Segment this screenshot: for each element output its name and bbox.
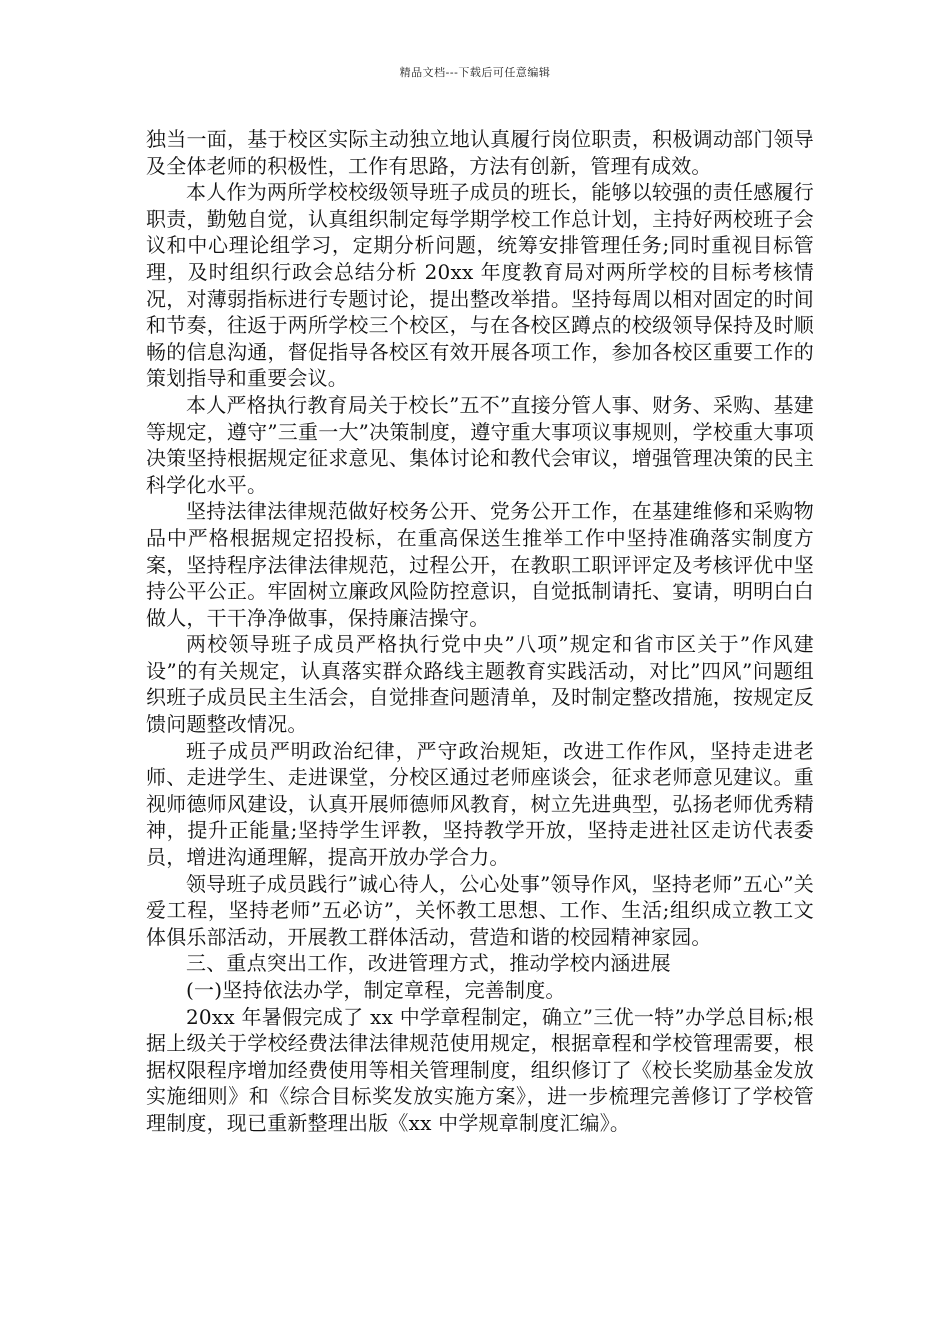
paragraph-1: 独当一面，基于校区实际主动独立地认真履行岗位职责，积极调动部门领导及全体老师的积极性，工作有思路，方法有创新，管理有成效。 [146,127,814,178]
paragraph-6: 班子成员严明政治纪律，严守政治规矩，改进工作作风，坚持走进老师、走进学生、走进课堂，分校区通过老师座谈会，征求老师意见建议。重视师德师风建设，认真开展师德师风教育，树立先进典型，弘扬老师优秀精神，提升正能量;坚持学生评教，坚持教学开放，坚持走进社区走访代表委员，增进沟通理解，提高开放办学合力。 [146,738,814,870]
section-heading: 三、重点突出工作，改进管理方式，推动学校内涵进展 [186,951,671,976]
paragraph-7: 领导班子成员践行”诚心待人，公心处事”领导作风，坚持老师”五心”关爱工程，坚持老师”五必访”，关怀教工思想、工作、生活;组织成立教工文体俱乐部活动，开展教工群体活动，营造和谐的校园精神家园。 [146,871,814,949]
paragraph-2: 本人作为两所学校校级领导班子成员的班长，能够以较强的责任感履行职责，勤勉自觉，认真组织制定每学期学校工作总计划，主持好两校班子会议和中心理论组学习，定期分析问题，统筹安排管理任务;同时重视目标管理，及时组织行政会总结分析 20xx 年度教育局对两所学校的目标考核情况，对薄弱指标进行专题讨论，提出整改举措。坚持每周以相对固定的时间和节奏，往返于两所学校三个校区，与在各校区蹲点的校级领导保持及时顺畅的信息沟通，督促指导各校区有效开展各项工作，参加各校区重要工作的策划指导和重要会议。 [146,180,814,391]
page-header: 精品文档---下载后可任意编辑 [399,66,551,79]
paragraph-5: 两校领导班子成员严格执行党中央”八项”规定和省市区关于”作风建设”的有关规定，认真落实群众路线主题教育实践活动，对比”四风”问题组织班子成员民主生活会，自觉排查问题清单，及时制定整改措施，按规定反馈问题整改情况。 [146,632,814,737]
paragraph-8: 20xx 年暑假完成了 xx 中学章程制定，确立”三优一特”办学总目标;根据上级关于学校经费法律法律规范使用规定，根据章程和学校管理需要，根据权限程序增加经费使用等相关管理制度，组织修订了《校长奖励基金发放实施细则》和《综合目标奖发放实施方案》，进一步梳理完善修订了学校管理制度，现已重新整理出版《xx 中学规章制度汇编》。 [146,1004,814,1135]
paragraph-4: 坚持法律法律规范做好校务公开、党务公开工作，在基建维修和采购物品中严格根据规定招投标，在重高保送生推举工作中坚持准确落实制度方案，坚持程序法律法律规范，过程公开，在教职工职评评定及考核评优中坚持公平公正。牢固树立廉政风险防控意识，自觉抵制请托、宴请，明明白白做人，干干净净做事，保持廉洁操守。 [146,499,814,630]
document-body [146,126,814,1137]
paragraph-3: 本人严格执行教育局关于校长”五不”直接分管人事、财务、采购、基建等规定，遵守”三重一大”决策制度，遵守重大事项议事规则，学校重大事项决策坚持根据规定征求意见、集体讨论和教代会审议，增强管理决策的民主科学化水平。 [146,392,814,497]
subsection-heading: (一)坚持依法办学，制定章程，完善制度。 [186,978,566,1002]
